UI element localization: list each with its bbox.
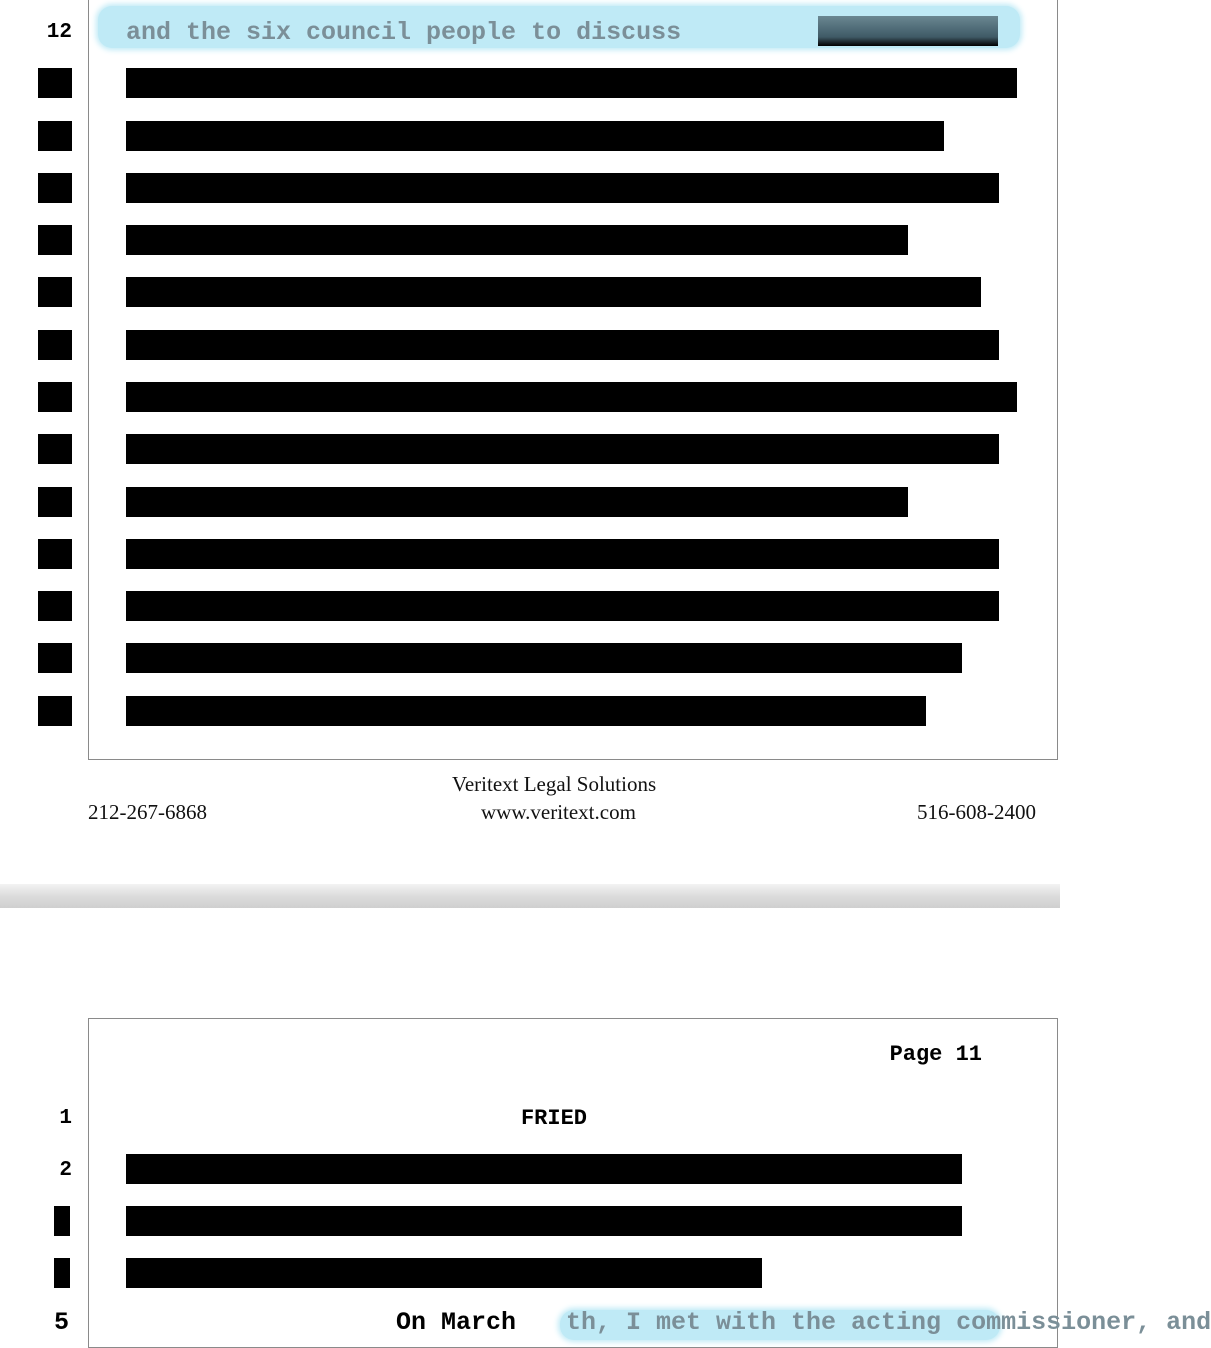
transcript-line-text: On March: [396, 1308, 517, 1337]
redacted-line-number: [54, 1258, 70, 1288]
redaction-bar: [126, 277, 981, 307]
line-number: 2: [59, 1159, 72, 1182]
line-number: 1: [59, 1107, 72, 1130]
footer-company: Veritext Legal Solutions: [452, 772, 657, 796]
redacted-line-number: [38, 487, 72, 517]
redaction-bar: [126, 330, 999, 360]
redacted-line-number: [38, 173, 72, 203]
footer-website: www.veritext.com: [481, 800, 636, 824]
line-number: 5: [54, 1308, 70, 1337]
footer-phone-right: 516-608-2400: [917, 800, 1036, 824]
transcript-line-text: th, I met with the acting commissioner, and: [566, 1308, 1211, 1337]
redaction-bar: [126, 382, 1017, 412]
redacted-line-number: [38, 643, 72, 673]
redacted-line-number: [38, 382, 72, 412]
page-number-label: Page 11: [889, 1042, 982, 1067]
redacted-line-number: [38, 225, 72, 255]
redaction-bar: [126, 1154, 962, 1184]
redacted-line-number: [38, 539, 72, 569]
redaction-bar: [126, 643, 962, 673]
redacted-line-number: [38, 121, 72, 151]
redaction-bar: [126, 539, 999, 569]
redaction-bar: [126, 434, 999, 464]
redacted-line-number: [54, 1206, 70, 1236]
redacted-line-number: [38, 277, 72, 307]
redaction-bar: [126, 487, 908, 517]
redaction-bar: [126, 1258, 762, 1288]
line-number: 12: [46, 21, 72, 44]
page-divider: [0, 884, 1060, 908]
redaction-bar: [126, 696, 926, 726]
redacted-line-number: [38, 330, 72, 360]
redaction-bar: [126, 121, 944, 151]
footer-phone-left: 212-267-6868: [88, 800, 207, 824]
transcript-line-text: and the six council people to discuss: [126, 18, 682, 47]
redaction-bar: [126, 1206, 962, 1236]
redacted-line-number: [38, 696, 72, 726]
redacted-line-number: [38, 434, 72, 464]
redacted-line-number: [38, 591, 72, 621]
inline-redaction: [818, 16, 998, 46]
redaction-bar: [126, 591, 999, 621]
redaction-bar: [126, 225, 908, 255]
redacted-line-number: [38, 68, 72, 98]
redaction-bar: [126, 173, 999, 203]
speaker-heading: FRIED: [520, 1106, 587, 1131]
redaction-bar: [126, 68, 1017, 98]
